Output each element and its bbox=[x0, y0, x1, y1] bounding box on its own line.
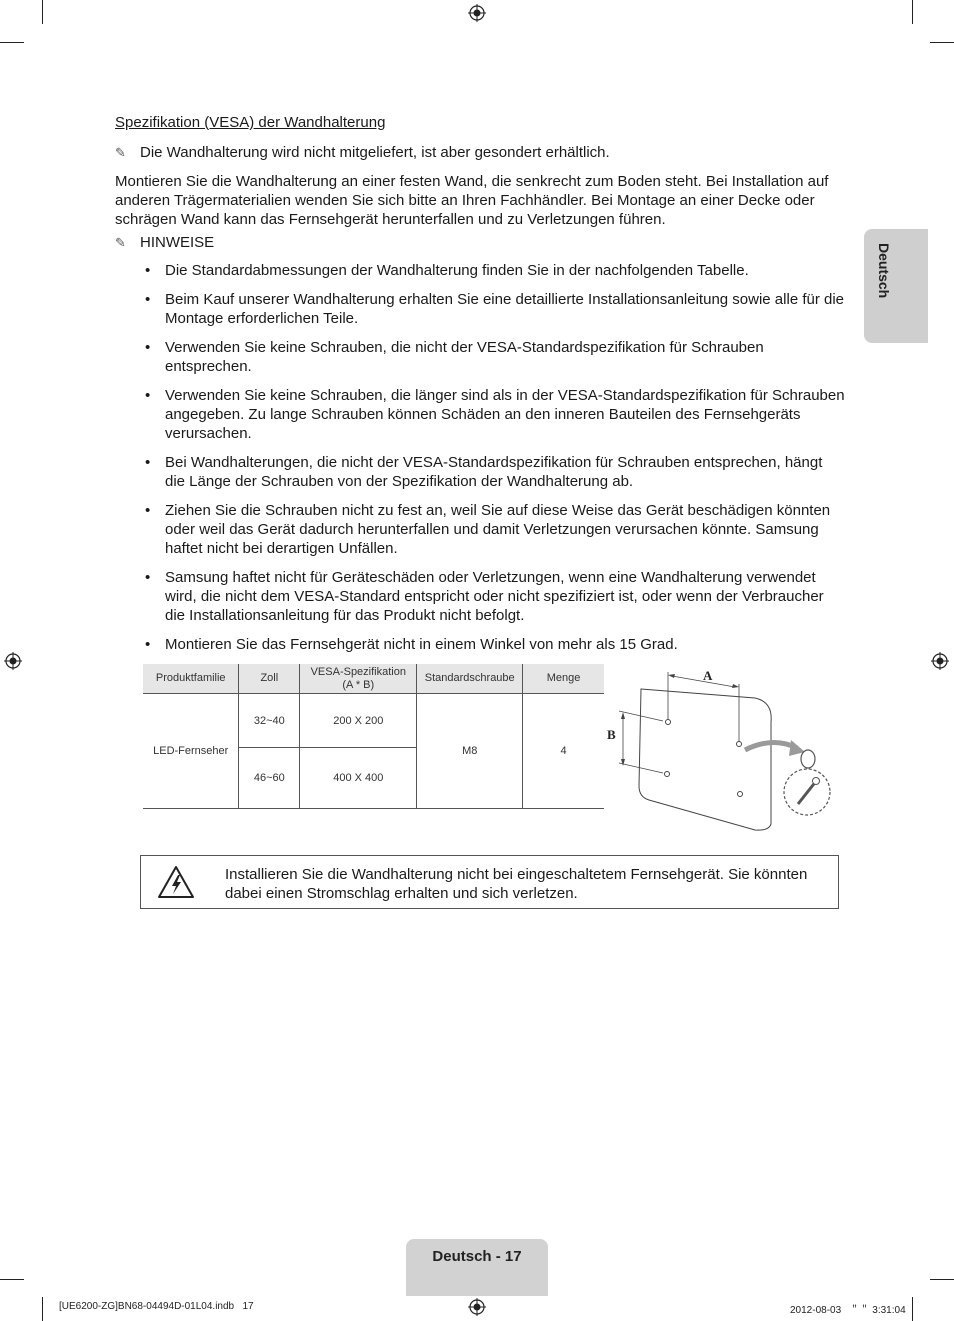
print-timestamp: 2012-08-03 ＂＂ 3:31:04 bbox=[790, 1305, 906, 1316]
table-cell-screw: M8 bbox=[417, 694, 523, 809]
crop-mark bbox=[42, 0, 43, 24]
tv-back-diagram bbox=[605, 664, 840, 834]
header-cell: Standardschraube bbox=[417, 664, 523, 694]
table-cell: 400 X 400 bbox=[300, 748, 417, 809]
pencil-note-icon: ✎ bbox=[115, 235, 126, 250]
header-cell-line: (A * B) bbox=[342, 678, 375, 691]
pencil-note-icon: ✎ bbox=[115, 145, 126, 160]
header-cell-line: VESA-Spezifikation bbox=[310, 665, 406, 678]
tv-back-panel-shape bbox=[639, 689, 771, 830]
screw-cap-icon bbox=[801, 750, 815, 768]
table-cell: 200 X 200 bbox=[300, 694, 417, 748]
page-number-label: Deutsch - 17 bbox=[432, 1248, 522, 1265]
crop-mark bbox=[930, 1279, 954, 1280]
language-side-tab-label: Deutsch bbox=[876, 243, 892, 299]
warning-box bbox=[140, 855, 839, 909]
header-cell: Produktfamilie bbox=[143, 664, 239, 694]
language-side-tab bbox=[864, 229, 928, 343]
list-item: • Beim Kauf unserer Wandhalterung erhalten Sie eine detaillierte Installationsanleitung sowie alle für die Montage erforderlichen Teile. bbox=[145, 290, 845, 328]
table-cell: 46~60 bbox=[239, 748, 300, 809]
crop-mark bbox=[912, 0, 913, 24]
list-item: • Bei Wandhalterungen, die nicht der VESA-Standardspezifikation für Schrauben entsprechen, hängt die Länge der Schrauben von der Spezifikation der Wandhalterung ab. bbox=[145, 453, 845, 491]
section-heading: Spezifikation (VESA) der Wandhalterung bbox=[115, 114, 386, 131]
header-cell: Menge bbox=[523, 664, 604, 694]
crop-mark bbox=[930, 42, 954, 43]
table-header-row bbox=[143, 664, 604, 694]
table-cell-family: LED-Fernseher bbox=[143, 694, 239, 809]
list-item: • Die Standardabmessungen der Wandhalterung finden Sie in der nachfolgenden Tabelle. bbox=[145, 261, 845, 280]
notes-list bbox=[145, 261, 845, 664]
notes-label: HINWEISE bbox=[140, 234, 215, 251]
list-item: • Verwenden Sie keine Schrauben, die länger sind als in der VESA-Standardspezifikation für Schrauben angegeben. Zu lange Schrauben können Schäden an den inneren Bauteilen des Fernsehgeräts verursachen. bbox=[145, 386, 845, 443]
registration-mark-icon bbox=[931, 652, 949, 670]
page-number-tab bbox=[406, 1239, 548, 1296]
warning-text: Installieren Sie die Wandhalterung nicht bei eingeschaltetem Fernsehgerät. Sie könnten dabei einen Stromschlag erhalten und sich verletzen. bbox=[225, 866, 808, 902]
intro-paragraph: Montieren Sie die Wandhalterung an einer festen Wand, die senkrecht zum Boden steht. Bei Installation auf anderen Trägermaterialien wenden Sie sich bitte an Ihren Fachhändler. Bei Montage an einer Decke oder schrägen Wand kann das Fernsehgerät herunterfallen und zu Verletzungen führen. bbox=[115, 173, 829, 228]
list-item: • Montieren Sie das Fernsehgerät nicht in einem Winkel von mehr als 15 Grad. bbox=[145, 635, 845, 654]
registration-mark-icon bbox=[468, 4, 486, 22]
table-row bbox=[143, 694, 604, 748]
header-cell bbox=[300, 664, 417, 694]
registration-mark-icon bbox=[468, 1298, 486, 1316]
electric-shock-warning-icon bbox=[157, 865, 195, 899]
table-cell-quantity: 4 bbox=[523, 694, 604, 809]
note-line: Die Wandhalterung wird nicht mitgeliefert, ist aber gesondert erhältlich. bbox=[140, 144, 610, 161]
file-info: [UE6200-ZG]BN68-04494D-01L04.indb 17 bbox=[59, 1301, 254, 1312]
crop-mark bbox=[0, 1279, 24, 1280]
vesa-spec-table bbox=[143, 664, 604, 809]
registration-mark-icon bbox=[4, 652, 22, 670]
header-cell: Zoll bbox=[239, 664, 300, 694]
list-item: • Samsung haftet nicht für Geräteschäden oder Verletzungen, wenn eine Wandhalterung verwendet wird, die nicht dem VESA-Standard entspricht oder nicht spezifiziert ist, oder wenn der Verbraucher die Installationsanleitung für das Produkt nicht befolgt. bbox=[145, 568, 845, 625]
list-item: • Verwenden Sie keine Schrauben, die nicht der VESA-Standardspezifikation für Schrauben entsprechen. bbox=[145, 338, 845, 376]
crop-mark bbox=[912, 1297, 913, 1321]
dimension-label-b: B bbox=[607, 727, 616, 742]
list-item: • Ziehen Sie die Schrauben nicht zu fest an, weil Sie auf diese Weise das Gerät beschädigen könnten oder weil das Gerät dadurch herunterfallen und damit Verletzungen verursachen könnte. Samsung haftet nicht bei derartigen Unfällen. bbox=[145, 501, 845, 558]
table-cell: 32~40 bbox=[239, 694, 300, 748]
crop-mark bbox=[0, 42, 24, 43]
dimension-label-a: A bbox=[703, 668, 713, 683]
crop-mark bbox=[42, 1297, 43, 1321]
